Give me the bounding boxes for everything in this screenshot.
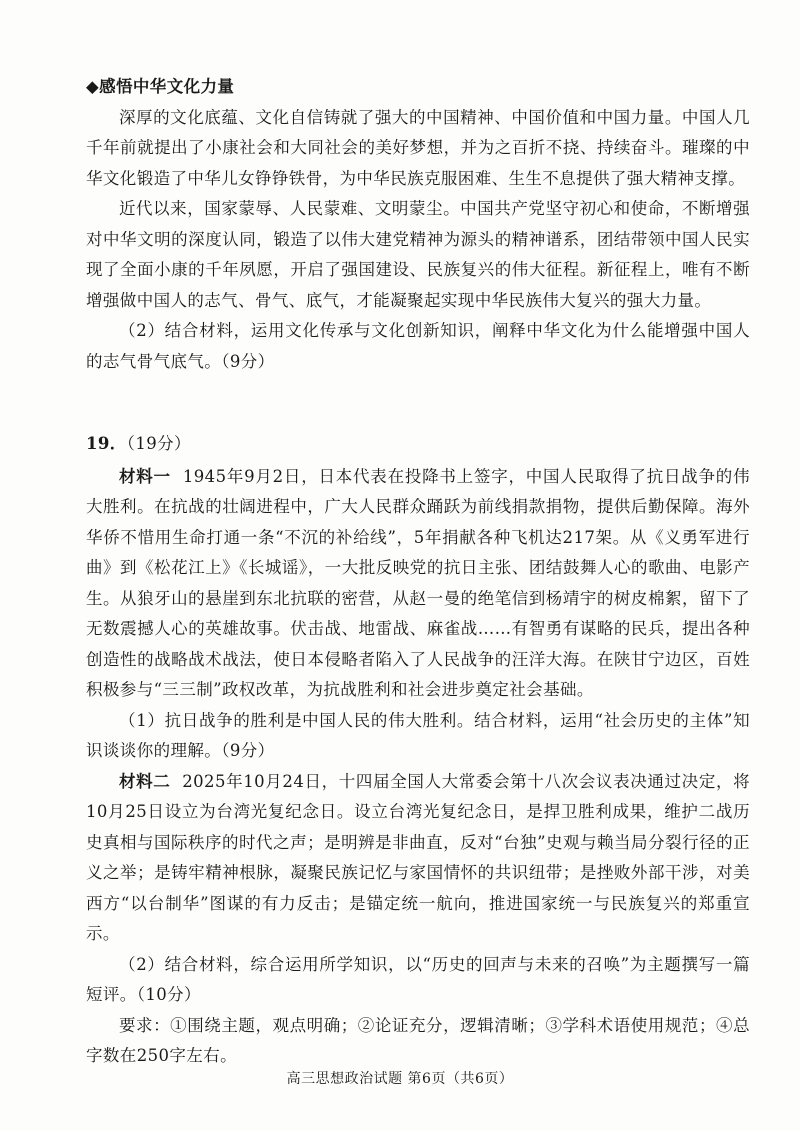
question-19-1: （1）抗日战争的胜利是中国人民的伟大胜利。结合材料，运用“社会历史的主体”知识谈谈你的理解。（9分） xyxy=(86,710,750,760)
page-content xyxy=(86,72,750,1072)
material-1-label: 材料一 xyxy=(119,466,171,486)
section-heading: ◆感悟中华文化力量 xyxy=(86,77,235,96)
material-2-label: 材料二 xyxy=(119,771,171,791)
question-19-header xyxy=(86,429,750,460)
section-paragraph-2: 近代以来，国家蒙辱、人民蒙难、文明蒙尘。中国共产党坚守初心和使命，不断增强对中华文明的深度认同，锻造了以伟大建党精神为源头的精神谱系，团结带领中国人民实现了全面小康的千年夙愿，开启了强国建设、民族复兴的伟大征程。新征程上，唯有不断增强做中国人的志气、骨气、底气，才能凝聚起实现中华民族伟大复兴的强大力量。 xyxy=(86,199,750,310)
question-19-2: （2）结合材料，综合运用所学知识，以“历史的回声与未来的召唤”为主题撰写一篇短评。（10分） xyxy=(86,954,750,1004)
material-1 xyxy=(86,462,750,706)
page-footer: 高三思想政治试题 第6页（共6页） xyxy=(286,1071,514,1087)
material-2 xyxy=(86,767,750,950)
question-score: （19分） xyxy=(126,434,191,453)
requirements: 要求：①围绕主题，观点明确；②论证充分，逻辑清晰；③学科术语使用规范；④总字数在250字左右。 xyxy=(86,1015,750,1065)
material-1-text: 1945年9月2日，日本代表在投降书上签字，中国人民取得了抗日战争的伟大胜利。在抗战的壮阔进程中，广大人民群众踊跃为前线捐款捐物，提供后勤保障。海外华侨不惜用生命打通一条“不沉的补给线”，5年捐献各种飞机达217架。从《义勇军进行曲》到《松花江上》《长城谣》，一大批反映党的抗日主张、团结鼓舞人心的歌曲、电影产生。从狼牙山的悬崖到东北抗联的密营，从赵一曼的绝笔信到杨靖宇的树皮棉絮，留下了无数震撼人心的英雄故事。伏击战、地雷战、麻雀战……有智勇有谋略的民兵，提出各种创造性的战略战术战法，使日本侵略者陷入了人民战争的汪洋大海。在陕甘宁边区，百姓积极参与“三三制”政权改革，为抗战胜利和社会进步奠定社会基础。 xyxy=(86,466,750,699)
material-2-text: 2025年10月24日，十四届全国人大常委会第十八次会议表决通过决定，将10月25日设立为台湾光复纪念日。设立台湾光复纪念日，是捍卫胜利成果，维护二战历史真相与国际秩序的时代之声；是明辨是非曲直，反对“台独”史观与赖当局分裂行径的正义之举；是铸牢精神根脉，凝聚民族记忆与家国情怀的共识纽带；是挫败外部干涉，对美西方“以台制华”图谋的有力反击；是锚定统一航向，推进国家统一与民族复兴的郑重宣示。 xyxy=(86,771,751,943)
section-question-2: （2）结合材料，运用文化传承与文化创新知识，阐释中华文化为什么能增强中国人的志气骨气底气。（9分） xyxy=(86,321,750,371)
section-paragraph-1: 深厚的文化底蕴、文化自信铸就了强大的中国精神、中国价值和中国力量。中国人几千年前就提出了小康社会和大同社会的美好梦想，并为之百折不挠、持续奋斗。璀璨的中华文化锻造了中华儿女铮铮铁骨，为中华民族克服困难、生生不息提供了强大精神支撑。 xyxy=(86,107,750,188)
question-number: 19． xyxy=(86,434,127,453)
